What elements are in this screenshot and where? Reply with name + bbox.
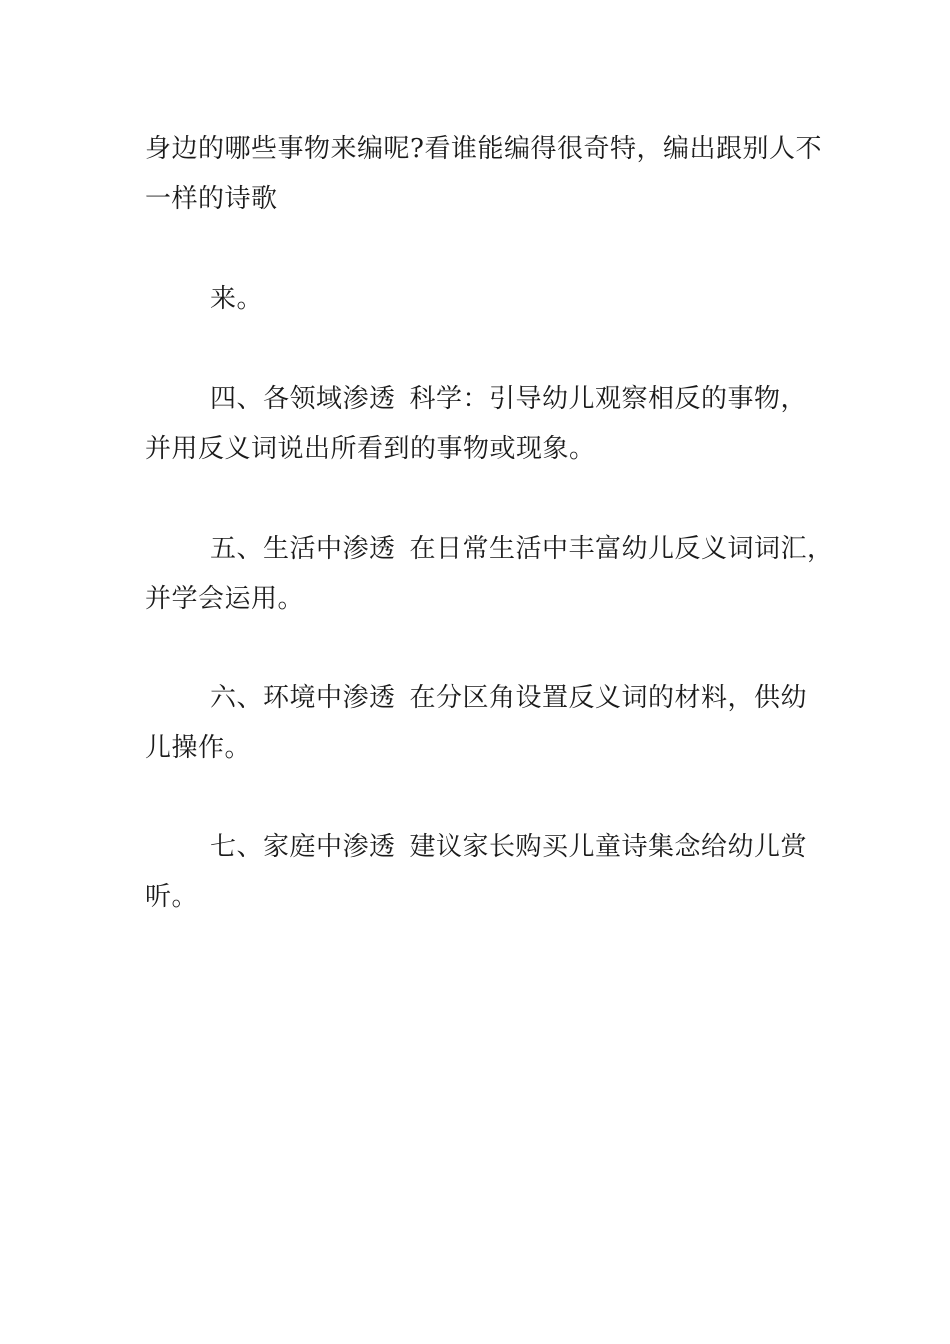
section-heading: 七、家庭中渗透 bbox=[210, 832, 396, 862]
paragraph-line: 来。 bbox=[210, 284, 264, 314]
section-six-first-line bbox=[210, 683, 807, 713]
paragraph-line: 听。 bbox=[145, 882, 199, 912]
section-heading: 四、各领域渗透 bbox=[210, 384, 396, 414]
section-heading: 五、生活中渗透 bbox=[210, 534, 396, 564]
section-heading: 六、环境中渗透 bbox=[210, 683, 396, 713]
paragraph-line: 并用反义词说出所看到的事物或现象。 bbox=[145, 434, 596, 464]
paragraph-line: 身边的哪些事物来编呢?看谁能编得很奇特，编出跟别人不 bbox=[145, 134, 822, 164]
paragraph-line: 儿操作。 bbox=[145, 733, 252, 763]
section-seven-first-line bbox=[210, 832, 807, 862]
section-four-first-line bbox=[210, 384, 807, 414]
paragraph-line: 并学会运用。 bbox=[145, 584, 305, 614]
paragraph-text: 建议家长购买儿童诗集念给幼儿赏 bbox=[409, 832, 808, 862]
paragraph-text: 在日常生活中丰富幼儿反义词词汇， bbox=[409, 534, 834, 564]
section-five-first-line bbox=[210, 534, 834, 564]
paragraph-text: 在分区角设置反义词的材料，供幼 bbox=[409, 683, 808, 713]
paragraph-line: 一样的诗歌 bbox=[145, 184, 278, 214]
paragraph-text: 科学：引导幼儿观察相反的事物， bbox=[409, 384, 808, 414]
